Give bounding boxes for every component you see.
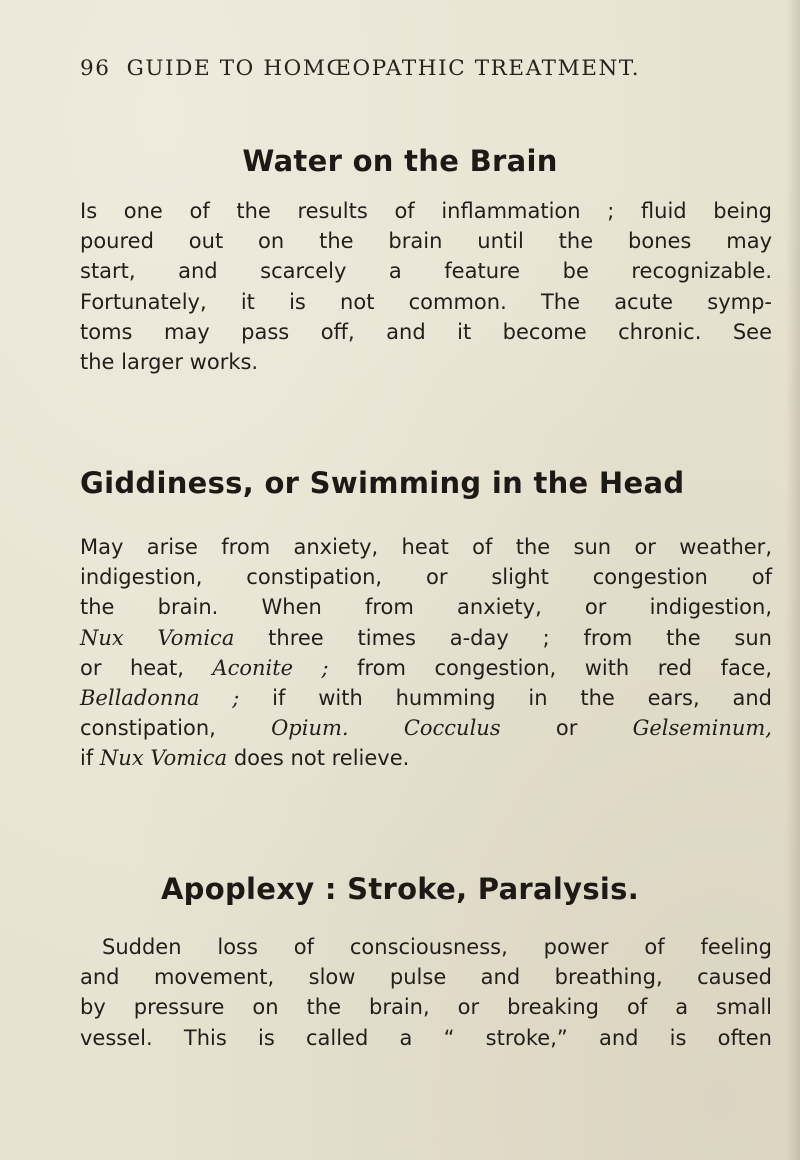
text-line: Is one of the results of inflammation ; fluid being bbox=[80, 199, 772, 223]
text-line: Fortunately, it is not common. The acute symp- bbox=[80, 289, 772, 314]
running-head bbox=[80, 56, 770, 81]
running-head-title: GUIDE TO HOMŒOPATHIC TREATMENT. bbox=[126, 56, 641, 81]
text-segment: or bbox=[555, 716, 578, 741]
text-line bbox=[80, 713, 772, 743]
text-line: the larger works. bbox=[80, 350, 259, 375]
text-line bbox=[80, 653, 772, 683]
text-line bbox=[80, 623, 772, 653]
remedy-name: Nux Vomica bbox=[99, 746, 228, 771]
text-line: and movement, slow pulse and breathing, caused bbox=[80, 965, 772, 990]
remedy-name: Nux Vomica bbox=[80, 625, 235, 650]
page-number: 96 bbox=[80, 56, 111, 81]
paragraph-water-on-the-brain bbox=[80, 196, 772, 377]
text-line: poured out on the brain until the bones may bbox=[80, 229, 772, 254]
text-segment: three times a-day ; from the sun bbox=[268, 625, 772, 650]
text-line: Sudden loss of consciousness, power of feeling bbox=[102, 935, 772, 959]
text-segment: if bbox=[80, 746, 94, 771]
heading-apoplexy: Apoplexy : Stroke, Paralysis. bbox=[160, 872, 640, 906]
text-line bbox=[80, 683, 772, 713]
text-line: indigestion, constipation, or slight congestion of bbox=[80, 565, 772, 590]
text-line: toms may pass off, and it become chronic. See bbox=[80, 319, 772, 344]
text-line: May arise from anxiety, heat of the sun or weather, bbox=[80, 535, 772, 559]
text-segment: or heat, bbox=[80, 655, 184, 680]
text-line: the brain. When from anxiety, or indigestion, bbox=[80, 595, 772, 620]
text-line: by pressure on the brain, or breaking of a small bbox=[80, 995, 772, 1020]
text-segment: if with humming in the ears, and bbox=[272, 686, 772, 711]
text-line bbox=[80, 743, 772, 773]
text-line: start, and scarcely a feature be recognizable. bbox=[80, 259, 772, 284]
text-segment: from congestion, with red face, bbox=[357, 655, 772, 680]
remedy-name: Gelseminum, bbox=[632, 716, 772, 741]
heading-water-on-the-brain: Water on the Brain bbox=[242, 144, 558, 178]
text-line: vessel. This is called a “ stroke,” and is often bbox=[80, 1025, 772, 1050]
paragraph-giddiness bbox=[80, 532, 772, 774]
remedy-name: Belladonna ; bbox=[80, 686, 240, 711]
text-segment: constipation, bbox=[80, 716, 216, 741]
heading-giddiness: Giddiness, or Swimming in the Head bbox=[80, 466, 685, 500]
paragraph-apoplexy bbox=[80, 932, 772, 1053]
remedy-name: Cocculus bbox=[403, 716, 501, 741]
remedy-name: Opium. bbox=[271, 716, 349, 741]
remedy-name: Aconite ; bbox=[212, 655, 329, 680]
text-segment: does not relieve. bbox=[233, 746, 410, 771]
